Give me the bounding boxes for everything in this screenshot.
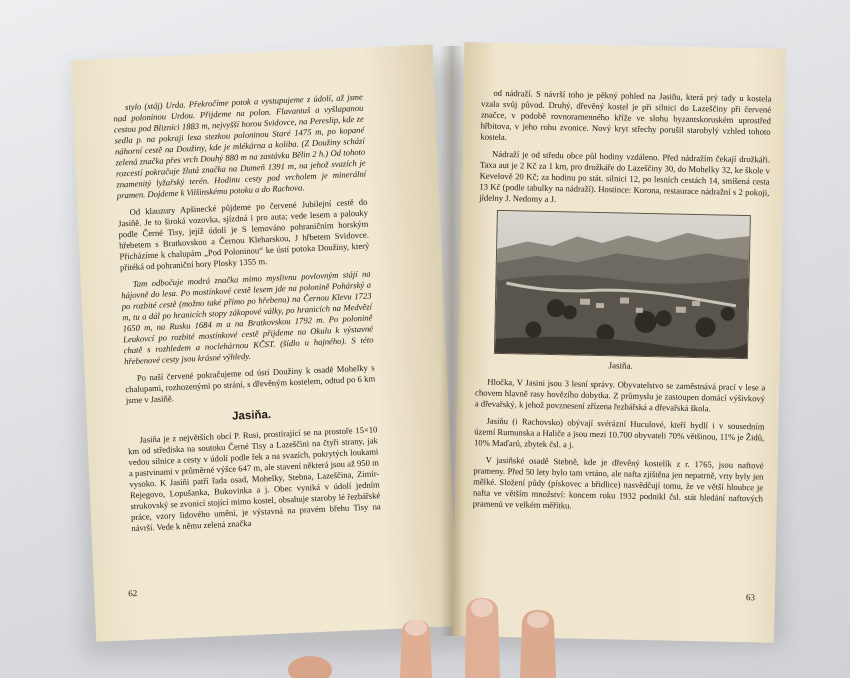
left-page-body <box>113 92 382 540</box>
right-page <box>452 42 786 643</box>
left-paragraph: Jasiňa je z největších obcí P. Rusi, prostírající se na prostoře 15×10 km od střediska na soutoku Černé Tisy a Lazeščini na čtyři strany, jak vedou silnice a cesty v údolí podle řek a na svazích, pokrytých loukami a pastvinami v průměrné výšce 647 m, ale stavení některá jsou až 950 m vysoko. K Jasiňi patří řada osad, Mohelky, Stebna, Lazeščina, Zimír-Rejegovo, Lopušanka, Bukovinka a j. Obec vyniká v údolí jedním strukovský se zvonicí stojící mimo kostel, obsahuje staroby lé řezbářské práce, vzory lidového umění, je výstavná na pravém břehu Tisy na návrší. Vede k němu zelená značka <box>127 424 381 534</box>
page-number-left: 62 <box>128 587 138 599</box>
page-number-right: 63 <box>745 592 755 603</box>
right-paragraph: Jasiňu (i Rachovsko) obývají svérázní Huculové, kteří bydlí i v sousedním území Rumunska a Haliče a jsou mezi 10.700 obyvateli 70% většinou, 11% je Židů, 10% Maďarů, zbytek čsl. a j. <box>473 415 765 450</box>
landscape-photo <box>494 210 751 359</box>
right-paragraph: od nádraží. S návrší toho je pěkný pohled na Jasiňu, která prý tady u kostela vzala svůj původ. Druhý, dřevěný kostel je při silnici do Lazeščiny při červené značce, v podobě rovnoramenného kříže ve slohu byzantskoruském uprostřed hřbitova, v jeho rohu zvonice. Nový kryt střechy porušil starobylý vzhled tohoto kostela. <box>480 87 772 143</box>
hand-fingers <box>280 580 600 678</box>
right-page-body <box>473 87 772 521</box>
left-paragraph: stylo (stáj) Urda. Překročíme potok a vystupujeme z údolí, až jsme nad poloninou Urdou. Přijdeme na polon. Flavantuš a vyšlapanou cestou pod Blizníci 1883 m, nejvyšší horou Svidovce, na Pereslip, kde ze sedla p. na pokraji lesa stezkou poloninou Staré 1475 m, po kopané náhorní cestě na Doužiny, kde je mlékárna a koliba. (Z Doužiny schází zelená značka přes vrch Douhý 880 m na zastávku Bělin 2 h.) Od tohoto rozcestí pokračuje žlutá značka na Dumeň 1391 m, na jehož svazích je znamenitý lyžařský terén. Hodinu cesty pod vrcholem je minerální pramen. Dojdeme k Vilšinskému potoku a do Rachova. <box>113 91 367 201</box>
book-gutter <box>440 46 464 636</box>
right-paragraph: Hločka, V Jasini jsou 3 lesní správy. Obyvatelstvo se zaměstnává prací v lese a chovem hlavně rasy hovězího dobytka. Z průmyslu je zastoupen domácí výšivkový a dřevařský, k jehož povznesení zřízena řezbářská a dřevařská škola. <box>474 376 766 414</box>
left-paragraph: Tam odbočuje modrá značka mimo myslivnu povlovným stájí na hájovně do lesa. Po mostínkové cestě lesem jde na polonině Pohárský a po rozbité cestě (možno také přímo po hřebenu) na Černou Klevu 1723 m, tu a dál po hranicích stopy zákopové války, po hranicích na Medvězí 1650 m, na Rusku 1684 m a na Bratkovskou 1792 m. Po polonině Leukovcí po rozbité mostínkové cestě přijdeme na Okulu k výstavné chatě s rozhledem a noclehárnou KČST. (šídlo u hajného). S této hřebenové cesty jsou krásné výhledy. <box>121 268 374 367</box>
section-heading: Jasiňa. <box>231 408 272 423</box>
left-paragraph: Po naší červené pokračujeme od ústí Doužiny k osadě Mohelky s chalupami, rozhozenými po strání, s dřevěným kostelem, odtud po 6 km jsme v Jasiňě. <box>125 362 376 406</box>
photo-caption: Jasiňa. <box>608 360 633 371</box>
left-paragraph: Od klauzury Apšinecké půjdeme po červené Jubilejní cestě do Jasiňě. Je to široká vozovka, sjízdná i pro auta; vede lesem a palouky podle Černé Tisy, jejíž údolí je S lemováno pohraničním horským hřebetem s Bratkovskou a Černou Kleharskou, J hřbetem Svidovce. Přicházíme k chalupám „Pod Poloninou“ ke ústí potoka Doužiny, který přitéká od pohraniční hory Plosky 1355 m. <box>117 196 370 273</box>
right-paragraph: Nádraží je od středu obce půl hodiny vzdáleno. Před nádražím čekají drožkáři. Taxa aut je 2 Kč za 1 km, pro drožkáře do Lazeščiny 30, do Mohelky 32, ke škole v Kevelově 20 Kč; za hodinu po stát. silnici 12, po lesních cestách 14, smíšená cesta 13 Kč (podle tabulky na nádraží). Hostince: Korona, restaurace nádražní s 2 pokoji, jídelny J. Nedomy a J. <box>479 148 771 205</box>
right-paragraph: V jasiňské osadě Stebně, kde je dřevěný kostelík z r. 1765, jsou naftové prameny. Před 50 lety bylo tam vrtáno, ale nafta zjištěna jen nepatrně, vrty byly jen mělké. Složení půdy (pískovec a břidlice) nasvědčují tomu, že ve větší hloubce je nafta ve větším množství: koncem roku 1932 podnikl čsl. stát hledání naftových pramenů ve velkém měřítku. <box>472 454 764 511</box>
left-page <box>71 45 458 642</box>
